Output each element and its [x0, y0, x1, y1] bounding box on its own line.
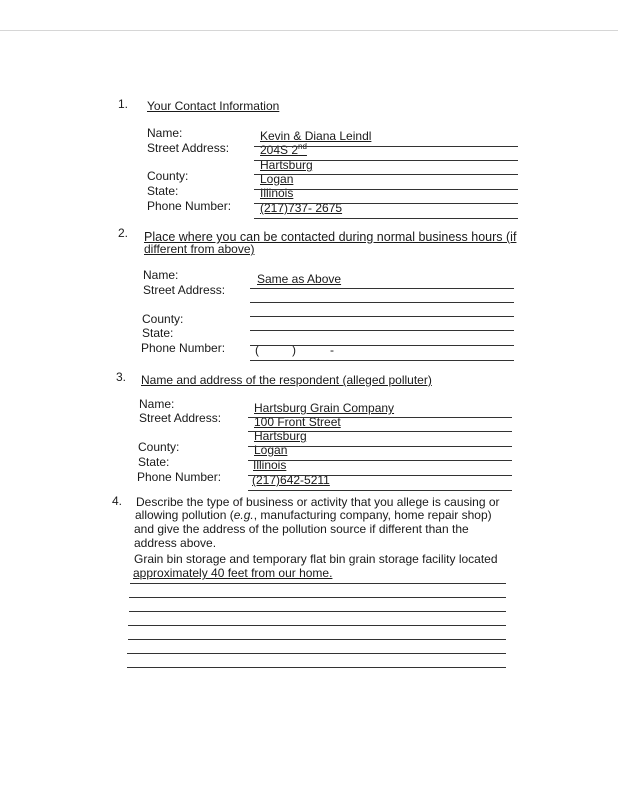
s4-rule — [127, 667, 506, 668]
s4-rule — [129, 597, 506, 598]
s3-phone-label: Phone Number: — [137, 470, 222, 484]
s3-state-label: State: — [138, 455, 170, 469]
s2-phone-dash: - — [330, 343, 334, 357]
s1-street-sup: nd — [298, 142, 307, 151]
s2-rule — [250, 288, 514, 289]
s4-question-line: allowing pollution (e.g., manufacturing company, home repair shop) — [135, 508, 492, 522]
s1-state-value: Illinois — [260, 186, 294, 200]
s2-rule — [250, 302, 514, 303]
section-2-heading-line2: different from above) — [144, 242, 255, 256]
scan-edge-line — [0, 30, 618, 31]
section-2-number: 2. — [118, 226, 129, 240]
s4-rule — [128, 639, 506, 640]
s1-state-label: State: — [147, 184, 179, 198]
s4-question-line: address above. — [134, 536, 217, 550]
s3-county-label: County: — [138, 440, 180, 454]
s3-state-value: Illinois — [253, 458, 287, 472]
s1-street-value: 204S 2nd — [260, 142, 307, 157]
s2-phone-open: ( — [255, 343, 259, 357]
s1-rule — [254, 189, 518, 190]
s4-rule — [130, 583, 506, 584]
s1-rule — [254, 218, 518, 219]
s1-name-label: Name: — [147, 126, 183, 140]
s1-street-label: Street Address: — [147, 141, 230, 155]
s4-question-line: Describe the type of business or activity that you allege is causing or — [136, 495, 500, 509]
s3-name-label: Name: — [139, 397, 175, 411]
s1-city-value: Hartsburg — [260, 158, 313, 172]
s2-phone-label: Phone Number: — [141, 341, 226, 355]
section-3-number: 3. — [116, 370, 127, 384]
s1-phone-value: (217)737- 2675 — [260, 201, 343, 215]
s3-rule — [248, 490, 512, 491]
s2-rule — [250, 345, 514, 346]
s3-rule — [248, 475, 512, 476]
section-2-heading-line1: Place where you can be contacted during normal business hours (if — [144, 230, 517, 244]
s1-rule — [254, 203, 518, 204]
s4-rule — [127, 653, 506, 654]
s3-county-value: Logan — [254, 443, 288, 457]
s4-answer-line: approximately 40 feet from our home. — [133, 566, 333, 580]
s2-name-value: Same as Above — [257, 272, 342, 286]
section-3-heading: Name and address of the respondent (alleged polluter) — [141, 373, 432, 387]
s3-phone-value: (217)642-5211 — [252, 473, 330, 487]
s2-rule — [250, 330, 514, 331]
s3-name-value: Hartsburg Grain Company — [254, 401, 395, 415]
s4-rule — [129, 611, 506, 612]
s2-county-label: County: — [142, 312, 184, 326]
s3-rule — [248, 417, 512, 418]
s2-street-label: Street Address: — [143, 283, 226, 297]
s4-question-line: and give the address of the pollution source if different than the — [134, 522, 469, 536]
s1-rule — [254, 174, 518, 175]
s3-city-value: Hartsburg — [254, 429, 307, 443]
s1-name-value: Kevin & Diana Leindl — [260, 129, 372, 143]
s2-phone-close: ) — [292, 343, 296, 357]
s1-rule — [254, 160, 518, 161]
s1-county-value: Logan — [260, 172, 294, 186]
s2-state-label: State: — [142, 326, 174, 340]
section-1-heading: Your Contact Information — [147, 99, 280, 113]
s2-rule — [250, 360, 514, 361]
s3-rule — [248, 431, 512, 432]
s3-street-value: 100 Front Street — [254, 415, 341, 429]
s3-street-label: Street Address: — [139, 411, 222, 425]
s4-answer-line: Grain bin storage and temporary flat bin grain storage facility located — [134, 552, 498, 566]
section-4-number: 4. — [112, 494, 123, 508]
s2-name-label: Name: — [143, 268, 179, 282]
s1-rule — [254, 146, 518, 147]
s2-rule — [250, 316, 514, 317]
s1-phone-label: Phone Number: — [147, 199, 232, 213]
s3-rule — [248, 446, 512, 447]
s4-rule — [128, 625, 506, 626]
s1-county-label: County: — [147, 169, 189, 183]
s3-rule — [248, 460, 512, 461]
section-1-number: 1. — [118, 97, 129, 111]
